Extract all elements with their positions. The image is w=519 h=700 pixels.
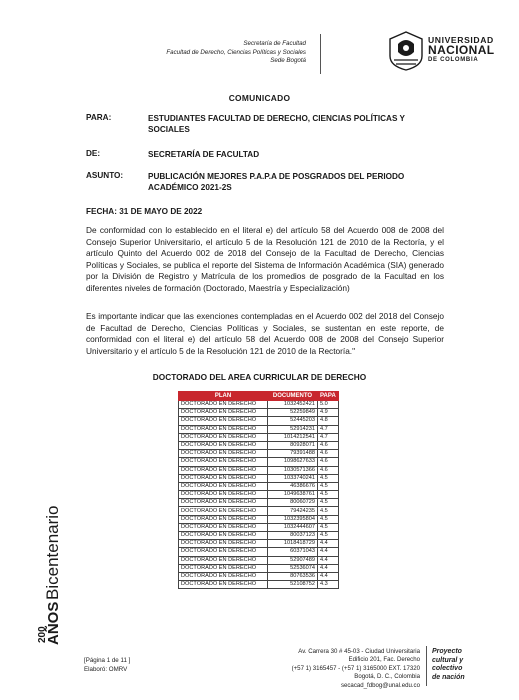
table-row <box>179 474 339 482</box>
cell-plan: DOCTORADO EN DERECHO <box>179 556 268 564</box>
cell-papa: 4.4 <box>318 548 339 556</box>
table-row <box>179 401 339 409</box>
slogan-line: Proyecto <box>432 648 462 655</box>
cell-documento: 46386676 <box>268 482 318 490</box>
table-row <box>179 491 339 499</box>
cell-papa: 4.4 <box>318 572 339 580</box>
document-title: COMUNICADO <box>228 93 291 103</box>
university-seal-icon <box>386 30 426 72</box>
table-row <box>179 572 339 580</box>
table-row <box>179 523 339 531</box>
slogan-line: colectivo <box>432 665 463 672</box>
table-row <box>179 466 339 474</box>
cell-plan: DOCTORADO EN DERECHO <box>179 401 268 409</box>
cell-documento: 1032452421 <box>268 401 318 409</box>
cell-papa: 4.9 <box>318 409 339 417</box>
cell-plan: DOCTORADO EN DERECHO <box>179 572 268 580</box>
cell-plan: DOCTORADO EN DERECHO <box>179 441 268 449</box>
cell-documento: 80928071 <box>268 441 318 449</box>
cell-papa: 4.4 <box>318 564 339 572</box>
cell-plan: DOCTORADO EN DERECHO <box>179 474 268 482</box>
cell-documento: 1030571366 <box>268 466 318 474</box>
table-row <box>179 441 339 449</box>
cell-documento: 80037123 <box>268 532 318 540</box>
paragraph-2: Es importante indicar que las exenciones contempladas en el Acuerdo 002 del 2018 del Consejo de Facultad de Derecho, Ciencias Políticas y Sociales, se sustentan en este reporte, de conformidad con el literal e) del artículo 58 del Acuerdo 008 de 2008 del Consejo Superior Universitario y el artículo 5 de la Resolución 121 de 2010 de la Rectoría." <box>86 311 444 356</box>
footer-address <box>292 648 420 690</box>
cell-plan: DOCTORADO EN DERECHO <box>179 417 268 425</box>
cell-documento: 1049638761 <box>268 491 318 499</box>
address-line: Av. Carrera 30 # 45-03 - Ciudad Universitaria <box>298 648 420 655</box>
cell-documento: 1033740241 <box>268 474 318 482</box>
table-row <box>179 515 339 523</box>
cell-papa: 4.4 <box>318 556 339 564</box>
cell-papa: 5.0 <box>318 401 339 409</box>
cell-documento: 1032444607 <box>268 523 318 531</box>
cell-plan: DOCTORADO EN DERECHO <box>179 482 268 490</box>
slogan-line: cultural y <box>432 656 464 664</box>
cell-papa: 4.5 <box>318 491 339 499</box>
col-header-plan: PLAN <box>179 392 268 401</box>
cell-plan: DOCTORADO EN DERECHO <box>179 466 268 474</box>
cell-papa: 4.6 <box>318 466 339 474</box>
univ-line1: UNIVERSIDAD <box>428 35 494 45</box>
cell-documento: 52914231 <box>268 425 318 433</box>
cell-documento: 80060729 <box>268 499 318 507</box>
cell-documento: 1018418729 <box>268 540 318 548</box>
cell-papa: 4.5 <box>318 532 339 540</box>
table-row <box>179 409 339 417</box>
dept-line: Sede Bogotá <box>270 57 306 64</box>
cell-plan: DOCTORADO EN DERECHO <box>179 433 268 441</box>
table-row <box>179 532 339 540</box>
cell-documento: 52108752 <box>268 581 318 589</box>
cell-papa: 4.4 <box>318 540 339 548</box>
address-email: secacad_fdbog@unal.edu.co <box>340 681 420 689</box>
cell-documento: 52259849 <box>268 409 318 417</box>
table-row <box>179 556 339 564</box>
footer-left <box>84 657 130 674</box>
de-label: DE: <box>86 149 101 158</box>
elaboro: Elaboró: OMRV <box>84 665 128 673</box>
table-row <box>179 564 339 572</box>
cell-plan: DOCTORADO EN DERECHO <box>179 458 268 466</box>
cell-plan: DOCTORADO EN DERECHO <box>179 564 268 572</box>
table-row <box>179 417 339 425</box>
dept-line: Secretaría de Facultad <box>243 40 306 47</box>
cell-papa: 4.6 <box>318 441 339 449</box>
cell-plan: DOCTORADO EN DERECHO <box>179 450 268 458</box>
bicentenario-word: Bicentenario <box>43 505 62 600</box>
address-line: Bogotá, D. C., Colombia <box>354 673 420 681</box>
cell-papa: 4.7 <box>318 425 339 433</box>
cell-documento: 60371043 <box>268 548 318 556</box>
cell-papa: 4.5 <box>318 507 339 515</box>
cell-papa: 4.3 <box>318 581 339 589</box>
cell-papa: 4.5 <box>318 474 339 482</box>
cell-plan: DOCTORADO EN DERECHO <box>179 515 268 523</box>
cell-documento: 52907489 <box>268 556 318 564</box>
address-line: Edificio 201, Fac. Derecho <box>348 656 420 664</box>
cell-documento: 1014212541 <box>268 433 318 441</box>
cell-plan: DOCTORADO EN DERECHO <box>179 540 268 548</box>
table-row <box>179 540 339 548</box>
cell-plan: DOCTORADO EN DERECHO <box>179 581 268 589</box>
paragraph-1: De conformidad con lo establecido en el literal e) del artículo 58 del Acuerdo 008 de 2008 del Consejo Superior Universitario, el artículo 5 de la Resolución 121 de 2010 de la Rectoría, y el artículo Quinto del Acuerdo 002 de 2018 del Consejo de la Facultad de Derecho, Ciencias Políticas y Sociales, se publica el reporte del Sistema de Información Académica (SIA) generado por la División de Registro y Matrícula de los promedios de posgrado de la Facultad en los diferentes niveles de formación (Doctorado, Maestría y Especialización) <box>86 225 444 293</box>
table-row <box>179 507 339 515</box>
cell-plan: DOCTORADO EN DERECHO <box>179 425 268 433</box>
de-value: SECRETARÍA DE FACULTAD <box>148 150 260 159</box>
cell-documento: 52536074 <box>268 564 318 572</box>
footer-divider <box>426 646 427 686</box>
cell-documento: 79424235 <box>268 507 318 515</box>
para-label: PARA: <box>86 113 112 122</box>
cell-documento: 1032395804 <box>268 515 318 523</box>
cell-plan: DOCTORADO EN DERECHO <box>179 507 268 515</box>
para-value: ESTUDIANTES FACULTAD DE DERECHO, CIENCIAS POLÍTICAS Y SOCIALES <box>148 114 405 134</box>
cell-papa: 4.5 <box>318 482 339 490</box>
cell-papa: 4.6 <box>318 450 339 458</box>
asunto-value: PUBLICACIÓN MEJORES P.A.P.A DE POSGRADOS DEL PERIODO ACADÉMICO 2021-2S <box>148 172 405 192</box>
col-header-papa: PAPA <box>318 392 339 401</box>
cell-documento: 80763536 <box>268 572 318 580</box>
page-indicator: [Página 1 de 11 ] <box>84 657 131 664</box>
cell-plan: DOCTORADO EN DERECHO <box>179 548 268 556</box>
cell-papa: 4.8 <box>318 417 339 425</box>
university-logotype <box>428 35 495 65</box>
cell-plan: DOCTORADO EN DERECHO <box>179 409 268 417</box>
table-row <box>179 425 339 433</box>
asunto-label: ASUNTO: <box>86 171 124 180</box>
col-header-documento: DOCUMENTO <box>268 392 318 401</box>
cell-documento: 1098627633 <box>268 458 318 466</box>
slogan-line: de nación <box>432 673 465 681</box>
table-row <box>179 433 339 441</box>
section-title: DOCTORADO DEL AREA CURRICULAR DE DERECHO <box>152 372 367 382</box>
header-divider <box>320 34 321 74</box>
bicentenario-number: 200 <box>37 626 48 643</box>
cell-plan: DOCTORADO EN DERECHO <box>179 532 268 540</box>
table-row <box>179 482 339 490</box>
bicentenario-logo <box>36 470 66 645</box>
footer-slogan <box>432 648 465 682</box>
header-department <box>166 40 306 66</box>
univ-line3: DE COLOMBIA <box>428 57 479 63</box>
table-header-row <box>179 392 339 401</box>
cell-plan: DOCTORADO EN DERECHO <box>179 499 268 507</box>
cell-papa: 4.5 <box>318 523 339 531</box>
cell-papa: 4.6 <box>318 458 339 466</box>
cell-papa: 4.5 <box>318 515 339 523</box>
table-row <box>179 581 339 589</box>
cell-documento: 52445203 <box>268 417 318 425</box>
cell-papa: 4.5 <box>318 499 339 507</box>
cell-papa: 4.7 <box>318 433 339 441</box>
address-line: (+57 1) 3165457 - (+57 1) 3165000 EXT. 17320 <box>291 664 420 672</box>
table-row <box>179 450 339 458</box>
bicentenario-anos: AÑOS <box>45 601 62 645</box>
dept-line: Facultad de Derecho, Ciencias Políticas y Sociales <box>166 48 306 56</box>
papa-table <box>178 391 339 589</box>
date-line: FECHA: 31 DE MAYO DE 2022 <box>86 207 203 216</box>
table-row <box>179 458 339 466</box>
table-row <box>179 499 339 507</box>
cell-plan: DOCTORADO EN DERECHO <box>179 491 268 499</box>
cell-documento: 79391488 <box>268 450 318 458</box>
table-row <box>179 548 339 556</box>
univ-line2: NACIONAL <box>428 43 495 57</box>
cell-plan: DOCTORADO EN DERECHO <box>179 523 268 531</box>
